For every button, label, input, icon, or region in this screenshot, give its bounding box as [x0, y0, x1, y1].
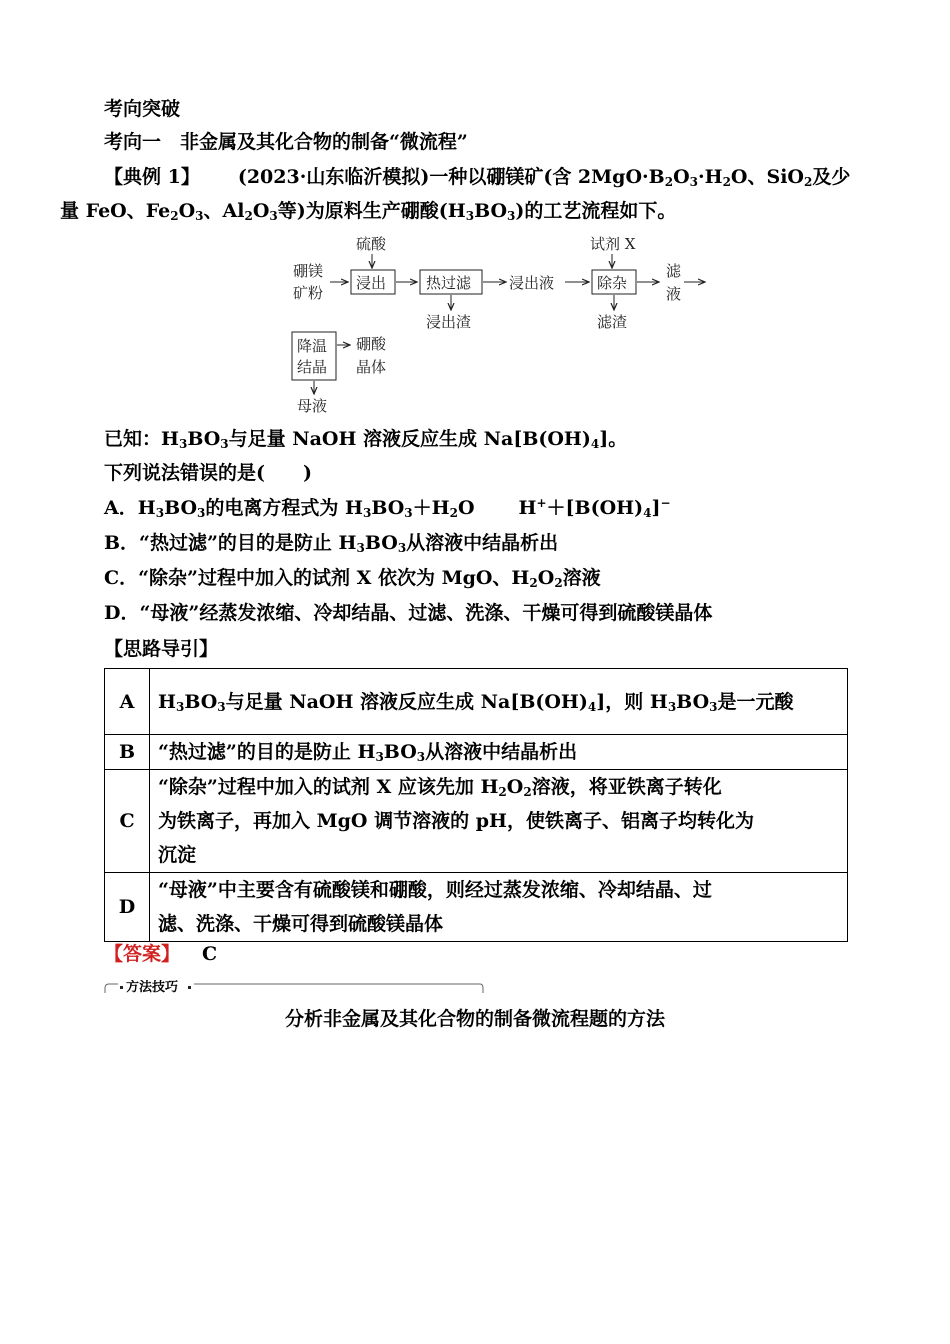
table-row [105, 873, 848, 942]
opt-text: H [518, 497, 537, 519]
sub: 2 [664, 175, 674, 189]
cell-text: BO [184, 690, 218, 713]
sub: 2 [523, 785, 532, 799]
opt-text: 的电离方程式为 H [205, 497, 363, 519]
row-text [150, 873, 848, 942]
cell-text: ]，则 H [596, 690, 668, 713]
subtitle: 考向一 非金属及其化合物的制备“微流程” [104, 131, 468, 153]
option-b [104, 531, 558, 555]
sub: 4 [587, 699, 597, 714]
known-text: 与足量 NaOH 溶液反应生成 Na[B(OH) [228, 428, 591, 450]
method-title: 分析非金属及其化合物的制备微流程题的方法 [284, 1008, 665, 1030]
sub: 3 [195, 209, 204, 223]
row-text [150, 735, 848, 770]
opt-text: 溶液 [562, 567, 601, 589]
opt-text: O [457, 497, 475, 519]
answer-value: C [202, 943, 218, 965]
row-key: A [105, 669, 150, 735]
cell-text: 为铁离子，再加入 MgO 调节溶液的 pH，使铁离子、铝离子均转化为 [158, 810, 754, 832]
cell-text: “热过滤”的目的是防止 H [158, 741, 376, 763]
cell-text: BO [383, 741, 417, 763]
sub: 3 [709, 699, 718, 714]
opt-text: A．H [104, 497, 156, 519]
opt-text: O [537, 567, 555, 589]
sub: 3 [155, 506, 165, 520]
cool-label-b: 结晶 [297, 358, 328, 376]
product-label-b: 晶体 [356, 358, 387, 376]
opt-text: B．“热过滤”的目的是防止 H [104, 532, 357, 554]
cell-text: 与足量 NaOH 溶液反应生成 Na[B(OH) [225, 690, 588, 713]
filtrate-label-a: 滤 [666, 262, 682, 280]
known-text: 已知：H [104, 428, 179, 450]
table-row [105, 770, 848, 873]
opt-text: ＋H [412, 497, 450, 519]
process-flow-diagram [0, 0, 950, 420]
sub: 3 [269, 209, 278, 223]
cell-text: 从溶液中结晶析出 [425, 741, 578, 763]
sub: 3 [175, 699, 185, 714]
method-tag [104, 980, 484, 994]
row-key: B [105, 735, 150, 770]
intro-text: ·H [697, 166, 723, 188]
product-label-a: 硼酸 [356, 335, 387, 353]
opt-text: ] [651, 497, 661, 519]
sub: 4 [643, 506, 652, 520]
cell-text: “母液”中主要含有硫酸镁和硼酸，则经过蒸发浓缩、冷却结晶、过 [158, 879, 712, 901]
intro-text: 一种以硼镁矿(含 2MgO·B [429, 166, 665, 188]
sub: 3 [217, 699, 226, 714]
option-a [104, 496, 671, 520]
sub: 3 [220, 437, 229, 451]
known-text: BO [187, 428, 221, 450]
intro-text: 及少 [812, 166, 851, 188]
sub: 3 [667, 699, 677, 714]
cell-text: O [506, 776, 524, 798]
opt-text: BO [371, 497, 405, 519]
mother-liquor-label: 母液 [297, 397, 328, 415]
sub: 2 [170, 209, 179, 223]
leach-residue-label: 浸出渣 [426, 313, 472, 331]
table-row [105, 669, 848, 735]
cool-label-a: 降温 [297, 337, 328, 355]
opt-text: BO [364, 532, 398, 554]
intro-text: )的工艺流程如下。 [515, 200, 677, 222]
sub: 2 [529, 576, 538, 590]
sup: − [660, 496, 671, 510]
sub: 3 [362, 506, 372, 520]
raw-label-a: 硼镁 [293, 262, 324, 280]
guide-label: 【思路导引】 [104, 638, 219, 660]
sub: 3 [197, 506, 206, 520]
cell-text: 沉淀 [158, 844, 197, 866]
sub: 2 [803, 175, 813, 189]
sub: 3 [397, 541, 407, 555]
bullet-icon [188, 986, 191, 989]
option-d: D．“母液”经蒸发浓缩、冷却结晶、过滤、洗涤、干燥可得到硫酸镁晶体 [104, 602, 713, 624]
opt-text: BO [164, 497, 198, 519]
sub: 3 [465, 209, 475, 223]
opt-text: ＋[B(OH) [546, 497, 644, 519]
row-text [150, 669, 848, 735]
answer-line [104, 942, 217, 966]
sub: 3 [178, 437, 188, 451]
sub: 2 [244, 209, 253, 223]
filtrate-label-b: 液 [666, 285, 682, 303]
row-key: D [105, 873, 150, 942]
reagent-label: 试剂 X [590, 235, 636, 253]
cell-text: 溶液，将亚铁离子转化 [531, 776, 722, 798]
option-c [104, 566, 601, 590]
intro-text: 、Al [203, 200, 245, 222]
leachate-label: 浸出液 [509, 274, 555, 292]
sub: 2 [722, 175, 731, 189]
opt-text: C．“除杂”过程中加入的试剂 X 依次为 MgO、H [104, 567, 530, 589]
leach-label: 浸出 [356, 274, 387, 292]
sub: 3 [416, 750, 426, 764]
cell-text: BO [676, 690, 710, 713]
section-title: 考向突破 [104, 98, 181, 120]
intro-text: O [178, 200, 196, 222]
cell-text: H [158, 690, 176, 713]
intro-text: O [252, 200, 270, 222]
row-text [150, 770, 848, 873]
known-statement [104, 427, 627, 451]
raw-label-b: 矿粉 [293, 284, 324, 302]
sub: 2 [498, 785, 507, 799]
guide-table [104, 668, 848, 942]
intro-text: O [673, 166, 690, 188]
known-text: ]。 [599, 428, 628, 450]
row-key: C [105, 770, 150, 873]
sub: 3 [689, 175, 698, 189]
answer-label: 【答案】 [104, 943, 181, 965]
intro-text: 等)为原料生产硼酸(H [277, 200, 466, 222]
sub: 3 [356, 541, 365, 555]
sub: 3 [507, 209, 516, 223]
sub: 2 [554, 576, 563, 590]
opt-text: 从溶液中结晶析出 [406, 532, 559, 554]
sub: 3 [404, 506, 413, 520]
example-source: (2023·山东临沂模拟) [237, 166, 430, 188]
filter-residue-label: 滤渣 [597, 313, 628, 331]
table-row [105, 735, 848, 770]
intro-text: 量 FeO、Fe [60, 200, 171, 222]
cell-text: 滤、洗涤、干燥可得到硫酸镁晶体 [158, 913, 444, 935]
cell-text: 是一元酸 [717, 690, 794, 713]
bullet-icon [120, 986, 123, 989]
intro-text: O、SiO [730, 166, 804, 188]
intro-text: BO [474, 200, 508, 222]
hot-filter-label: 热过滤 [426, 274, 472, 292]
sup: + [536, 496, 547, 510]
acid-label: 硫酸 [356, 235, 387, 253]
method-tag-text: 方法技巧 [126, 980, 179, 994]
sub: 2 [449, 506, 458, 520]
sub: 3 [375, 750, 384, 764]
question-stem: 下列说法错误的是( ) [104, 462, 312, 484]
example-label: 【典例 1】 [104, 166, 200, 188]
purify-label: 除杂 [597, 274, 628, 292]
cell-text: “除杂”过程中加入的试剂 X 应该先加 H [158, 776, 499, 798]
sub: 4 [590, 437, 600, 451]
